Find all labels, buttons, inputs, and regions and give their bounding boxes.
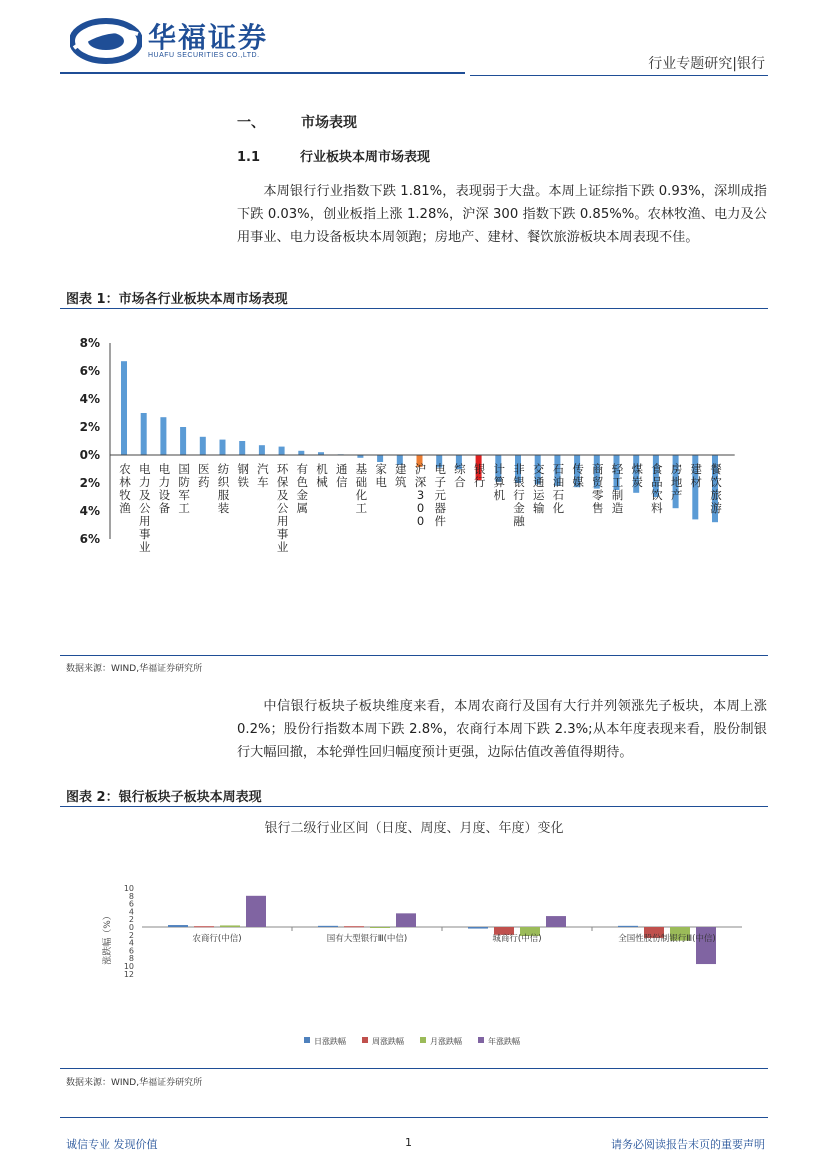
section-heading-1: 一、 市场表现 xyxy=(237,115,357,131)
x-tick-label: 国防军工 xyxy=(178,462,190,515)
x-tick-label: 农林牧渔 xyxy=(119,462,131,515)
bar xyxy=(239,441,245,455)
y-tick-label: 10 xyxy=(123,884,134,893)
legend-label: 日涨跌幅 xyxy=(314,1037,346,1046)
logo-chinese-name: 华福证券 xyxy=(148,21,269,54)
bar xyxy=(298,451,304,455)
figure-1-bottom-rule xyxy=(60,655,768,656)
x-tick-label: 餐饮旅游 xyxy=(710,462,722,515)
legend-swatch xyxy=(362,1037,368,1043)
bar xyxy=(468,927,488,929)
x-tick-label: 有色金属 xyxy=(296,462,309,515)
x-tick-label: 煤炭 xyxy=(631,462,643,489)
y-tick-label: 6 xyxy=(128,899,134,909)
legend-swatch xyxy=(304,1037,310,1043)
bar xyxy=(180,427,186,455)
y-tick-label: 2% xyxy=(79,420,100,434)
industry-performance-chart xyxy=(60,312,768,654)
figure-2-bottom-rule xyxy=(60,1068,768,1069)
y-tick-label: 12 xyxy=(123,969,134,979)
y-tick-label: 2 xyxy=(128,930,134,940)
x-tick-label: 机械 xyxy=(316,462,328,489)
x-tick-label: 钢铁 xyxy=(237,462,249,489)
bar xyxy=(259,445,265,455)
figure-1-title: 图表 1：市场各行业板块本周市场表现 xyxy=(66,292,288,307)
bar xyxy=(220,440,226,455)
x-tick-label: 传媒 xyxy=(572,462,584,489)
bar xyxy=(200,437,206,455)
y-tick-label: 8 xyxy=(128,891,134,901)
x-tick-label: 国有大型银行Ⅲ(中信) xyxy=(326,934,408,944)
figure-2-source: 数据来源：WIND,华福证券研究所 xyxy=(66,1078,203,1088)
bar xyxy=(318,926,338,927)
x-tick-label: 医药 xyxy=(198,462,210,489)
x-tick-label: 房地产 xyxy=(670,462,683,502)
paragraph-market-summary: 本周银行行业指数下跌 1.81%，表现弱于大盘。本周上证综指下跌 0.93%，深圳成指下跌 0.03%，创业板指上涨 1.28%，沪深 300 指数下跌 0.85%%。农林牧渔、电力及公用事业、电力设备板块本周领跑；房地产、建材、餐饮旅游板块本周表现不佳。 xyxy=(237,184,767,245)
y-axis-label: 涨跌幅（%） xyxy=(103,911,113,965)
figure-2-top-rule xyxy=(60,806,768,807)
legend-label: 周涨跌幅 xyxy=(372,1037,404,1046)
bar xyxy=(220,925,240,927)
bar xyxy=(377,455,383,462)
bank-subsector-chart xyxy=(60,810,768,1066)
chart-title: 银行二级行业区间（日度、周度、月度、年度）变化 xyxy=(264,821,564,836)
x-tick-label: 电力及公用事业 xyxy=(138,462,151,554)
x-tick-label: 基础化工 xyxy=(355,462,368,515)
bar xyxy=(141,413,147,455)
x-tick-label: 纺织服装 xyxy=(217,462,230,515)
bar xyxy=(168,925,188,927)
bar xyxy=(246,896,266,927)
y-tick-label: 8% xyxy=(79,336,100,350)
x-tick-label: 交通运输 xyxy=(532,462,545,515)
x-tick-label: 沪深 3 0 0 xyxy=(414,462,427,528)
footer-slogan: 诚信专业 发现价值 xyxy=(66,1138,158,1151)
bar xyxy=(370,927,390,928)
page-number: 1 xyxy=(405,1136,412,1149)
bar xyxy=(279,447,285,455)
bar xyxy=(194,926,214,927)
x-tick-label: 电子元器件 xyxy=(434,462,446,528)
figure-1-top-rule xyxy=(60,308,768,309)
figure-1-source: 数据来源：WIND,华福证券研究所 xyxy=(66,664,203,674)
x-tick-label: 全国性股份制银行Ⅲ(中信) xyxy=(618,934,716,944)
report-type: 行业专题研究|银行 xyxy=(648,56,765,72)
y-tick-label: 4% xyxy=(79,504,100,518)
bar xyxy=(396,913,416,927)
y-tick-label: 2% xyxy=(79,476,100,490)
y-tick-label: 0 xyxy=(128,923,134,932)
x-tick-label: 银行 xyxy=(473,462,486,489)
header-rule-thin xyxy=(470,75,768,76)
legend-label: 月涨跌幅 xyxy=(430,1037,462,1046)
x-tick-label: 综合 xyxy=(454,462,466,489)
y-tick-label: 4% xyxy=(79,392,100,406)
bar xyxy=(618,926,638,927)
footer-disclaimer: 请务必阅读报告末页的重要声明 xyxy=(611,1138,765,1151)
legend-label: 年涨跌幅 xyxy=(488,1037,520,1046)
x-tick-label: 汽车 xyxy=(257,462,269,489)
y-tick-label: 10 xyxy=(123,962,134,971)
bar xyxy=(546,916,566,927)
x-tick-label: 建筑 xyxy=(395,462,407,489)
paragraph-bank-subsectors: 中信银行板块子板块维度来看，本周农商行及国有大行并列领涨先子板块，本周上涨 0.2%；股份行指数本周下跌 2.8%，农商行本周下跌 2.3%;从本年度表现来看，股份制银行大幅回撤，本轮弹性回归幅度预计更强，边际估值改善值得期待。 xyxy=(237,699,767,760)
x-tick-label: 食品饮料 xyxy=(651,462,663,515)
figure-2-title: 图表 2：银行板块子板块本周表现 xyxy=(66,790,262,805)
x-tick-label: 石油石化 xyxy=(552,462,565,515)
bar xyxy=(696,927,716,964)
x-tick-label: 城商行(中信) xyxy=(492,934,542,944)
bar xyxy=(344,926,364,927)
x-tick-label: 建材 xyxy=(690,462,703,489)
header-rule-thick xyxy=(60,72,465,74)
legend-swatch xyxy=(420,1037,426,1043)
x-tick-label: 计算机 xyxy=(493,462,506,502)
x-tick-label: 电力设备 xyxy=(158,462,171,515)
x-tick-label: 非银行金融 xyxy=(513,462,525,528)
logo-english-name: HUAFU SECURITIES CO.,LTD. xyxy=(148,52,260,59)
y-tick-label: 6% xyxy=(79,364,100,378)
y-tick-label: 6% xyxy=(79,532,100,546)
x-tick-label: 农商行(中信) xyxy=(192,934,242,944)
bar xyxy=(121,361,127,455)
y-tick-label: 4 xyxy=(128,938,134,948)
y-tick-label: 4 xyxy=(128,907,134,917)
x-tick-label: 轻工制造 xyxy=(611,462,624,515)
footer-rule xyxy=(60,1117,768,1118)
bar xyxy=(160,417,166,455)
y-tick-label: 8 xyxy=(128,954,134,964)
x-tick-label: 通信 xyxy=(335,462,348,489)
y-tick-label: 0% xyxy=(79,448,100,462)
y-tick-label: 6 xyxy=(128,946,134,956)
legend-swatch xyxy=(478,1037,484,1043)
x-tick-label: 家电 xyxy=(375,462,387,489)
section-heading-1-1: 1.1 行业板块本周市场表现 xyxy=(237,150,431,165)
y-tick-label: 2 xyxy=(128,915,134,925)
x-tick-label: 环保及公用事业 xyxy=(276,462,289,554)
x-tick-label: 商贸零售 xyxy=(592,462,604,515)
company-logo-mark xyxy=(70,18,142,64)
